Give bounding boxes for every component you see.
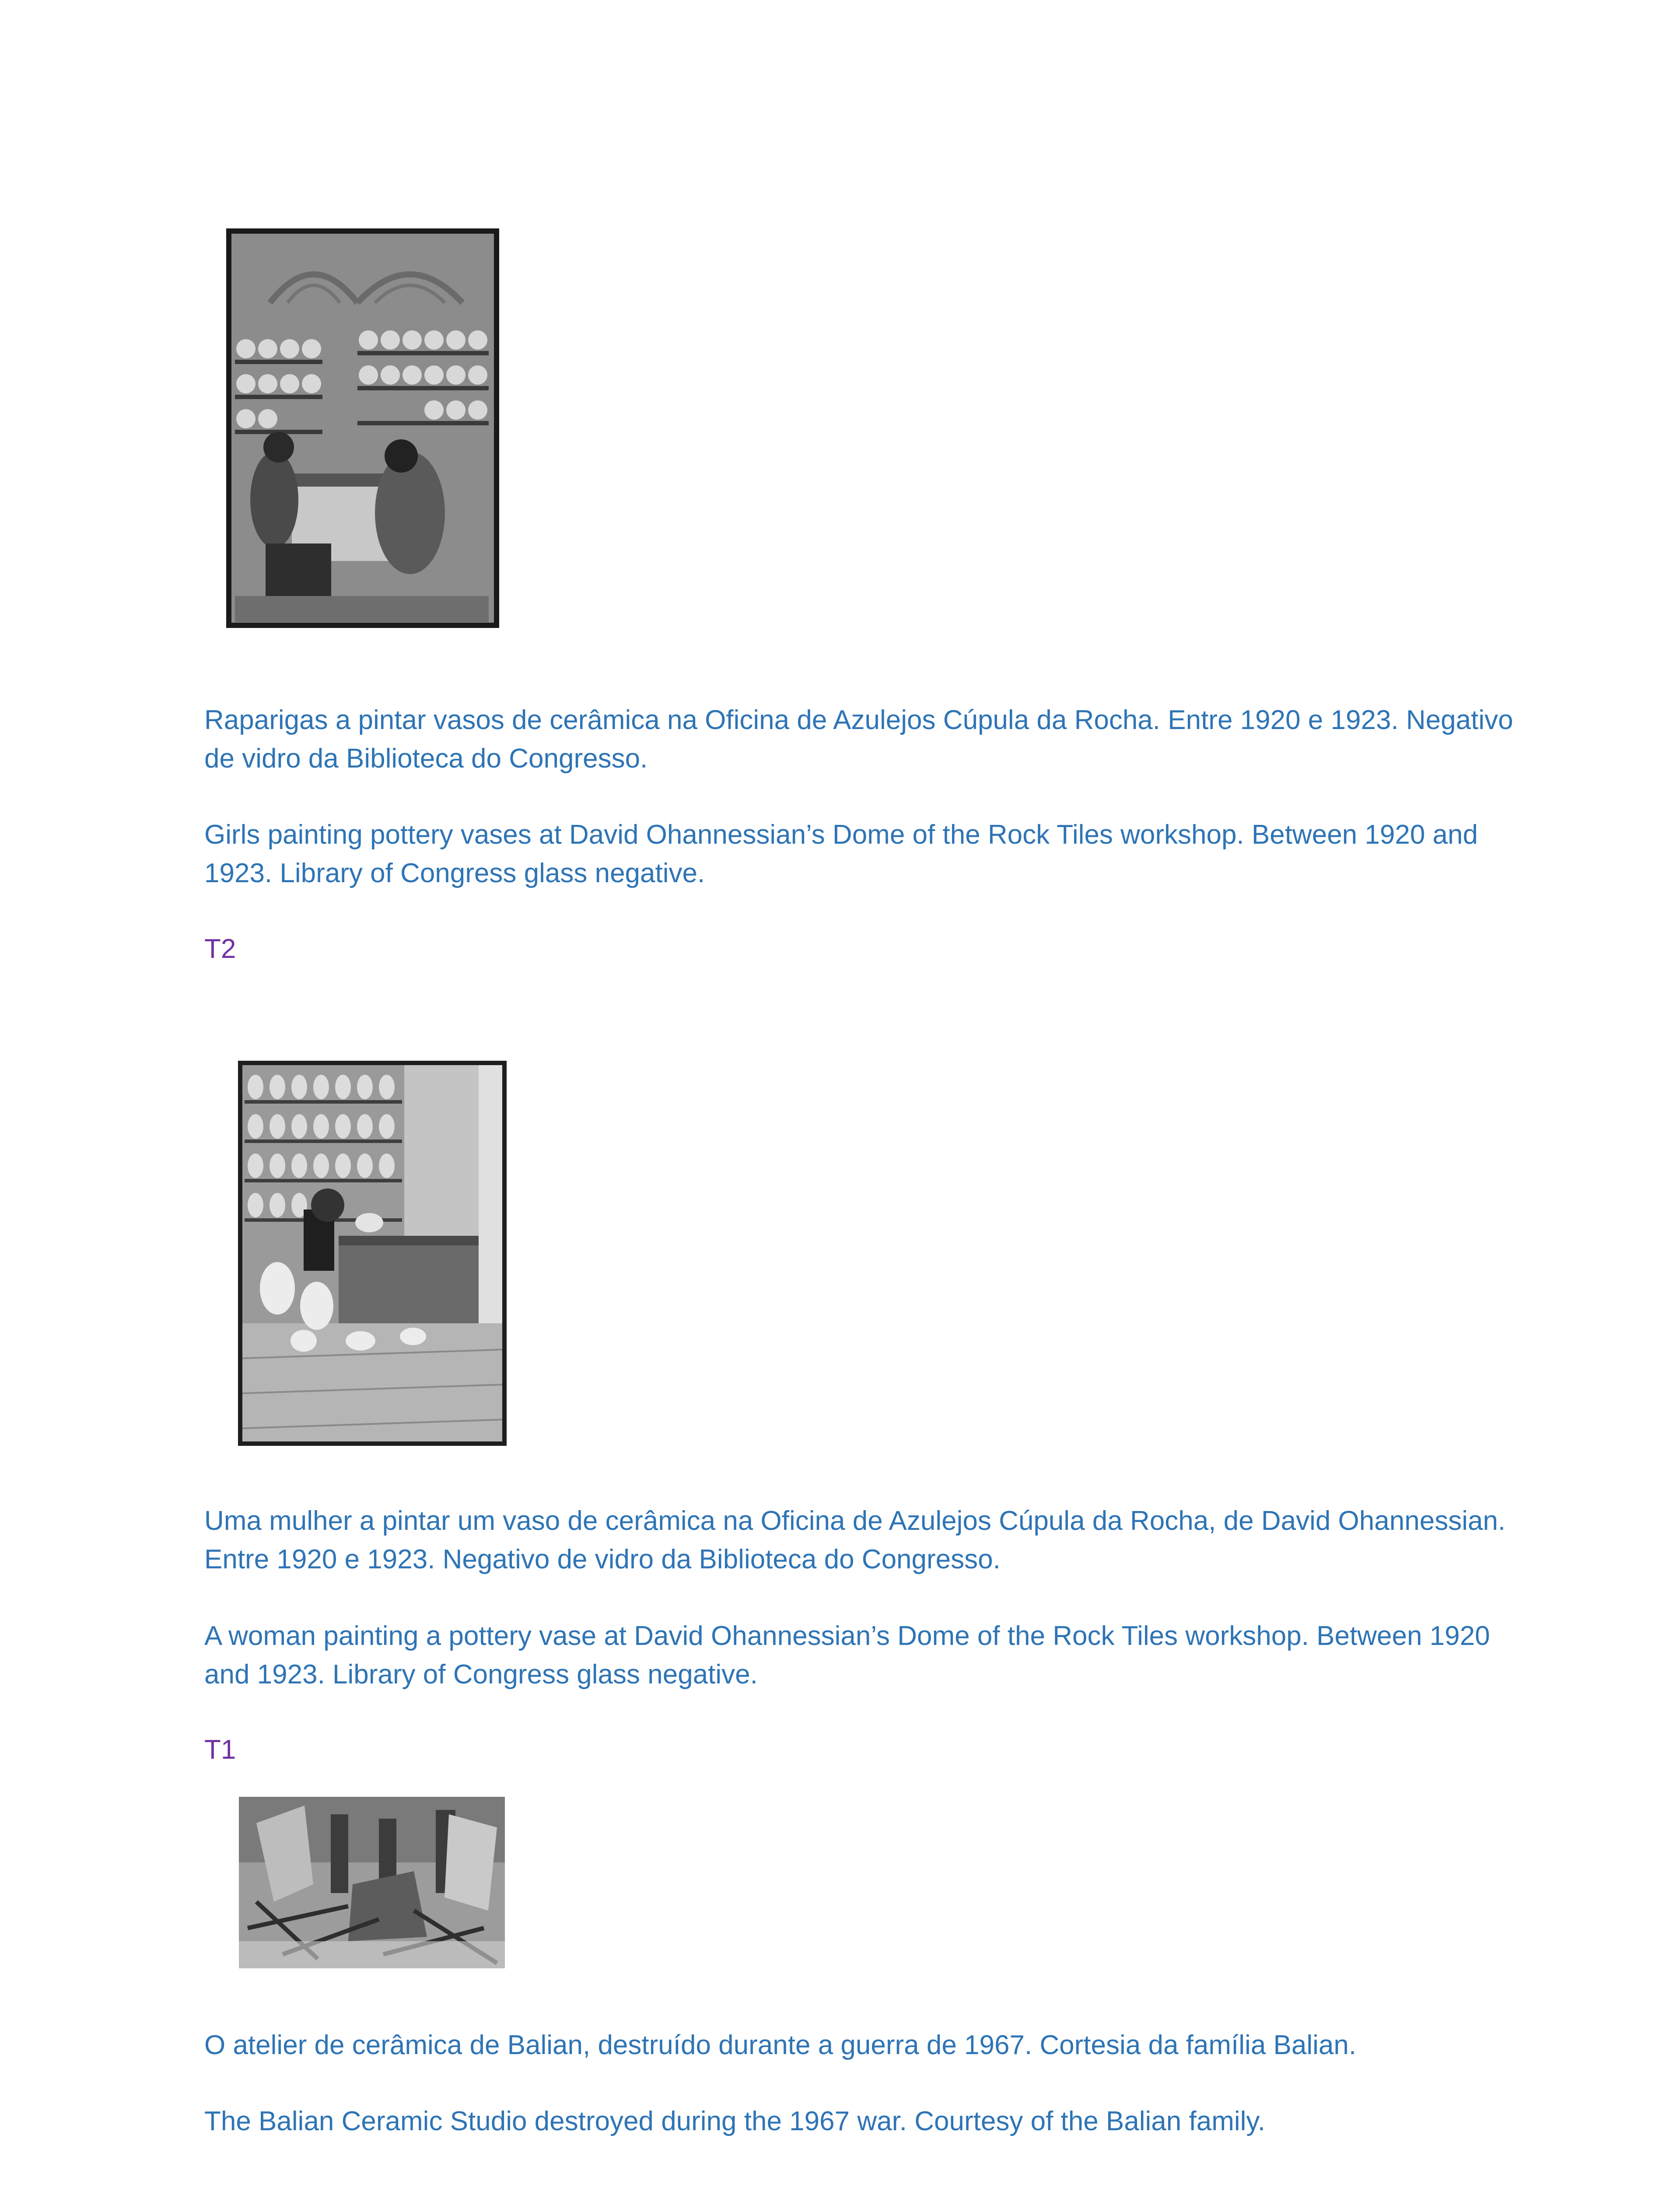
figure-2-caption-en: A woman painting a pottery vase at David Ohannessian’s Dome of the Rock Tiles workshop. Between 1920 and 1923. Library of Congress glass negative. [204, 1621, 1490, 1690]
figure-1-caption-en: Girls painting pottery vases at David Ohannessian’s Dome of the Rock Tiles workshop. Between 1920 and 1923. Library of Congress glass negative. [204, 820, 1478, 888]
woman-painting-vase-photo [238, 1061, 507, 1446]
workshop-girls-photo [226, 228, 499, 628]
figure-3-caption-pt: O atelier de cerâmica de Balian, destruído durante a guerra de 1967. Cortesia da família Balian. [204, 2030, 1357, 2060]
figure-3-caption-en: The Balian Ceramic Studio destroyed during the 1967 war. Courtesy of the Balian family. [204, 2106, 1266, 2136]
figure-marker: T2 [204, 934, 236, 964]
balian-studio-ruins-photo [239, 1797, 505, 1968]
figure-2-caption-pt: Uma mulher a pintar um vaso de cerâmica na Oficina de Azulejos Cúpula da Rocha, de David Ohannessian. Entre 1920 e 1923. Negativo de vidro da Biblioteca do Congresso. [204, 1506, 1506, 1574]
figure-1-caption-pt: Raparigas a pintar vasos de cerâmica na Oficina de Azulejos Cúpula da Rocha. Entre 1920 e 1923. Negativo de vidro da Biblioteca do Congresso. [204, 705, 1513, 774]
figure-marker: T1 [204, 1735, 236, 1765]
